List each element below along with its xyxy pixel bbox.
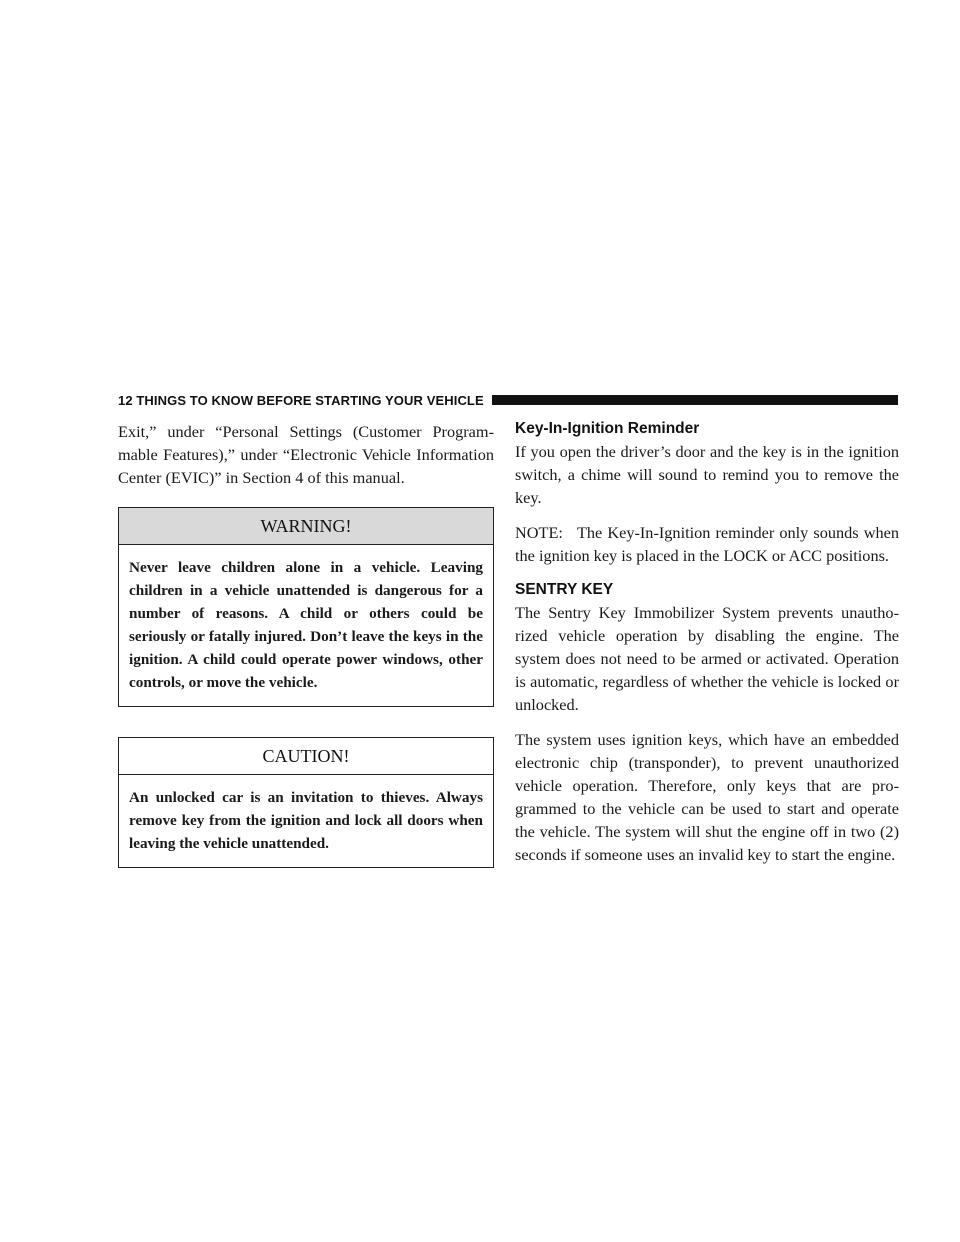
warning-box: [118, 507, 494, 707]
caution-body: An unlocked car is an invitation to thieves. Always remove key from the ignition and lock all doors when leaving the vehicle unattended.: [129, 789, 483, 852]
right-column: [515, 420, 899, 866]
note-label: NOTE:: [515, 523, 563, 542]
warning-body: Never leave children alone in a vehicle. Leaving children in a vehicle unattended is dangerous for a number of reasons. A child or others could be seriously or fatally injured. Don’t leave the keys in the ignition. A child could operate power windows, other controls, or move the vehicle.: [129, 559, 483, 691]
page-header-text: 12 THINGS TO KNOW BEFORE STARTING YOUR VEHICLE: [118, 392, 484, 408]
caution-title: CAUTION!: [119, 738, 493, 775]
caution-box: [118, 737, 494, 868]
sentry-key-paragraph-2: The system uses ignition keys, which have an embedded electronic chip (transponder), to prevent unauthorized vehicle operation. Therefore, only keys that are pro-grammed to the vehicle can be used to start and operate the vehicle. The system will shut the engine off in two (2) seconds if someone uses an invalid key to start the engine.: [515, 730, 899, 864]
sentry-key-heading: SENTRY KEY: [515, 581, 614, 598]
intro-paragraph: Exit,” under “Personal Settings (Customer Program-mable Features),” under “Electronic Vehicle Information Center (EVIC)” in Section 4 of this manual.: [118, 422, 494, 487]
warning-title: WARNING!: [119, 508, 493, 545]
key-in-ignition-heading: Key-In-Ignition Reminder: [515, 420, 700, 437]
header-rule-bar: [492, 395, 898, 405]
left-column: [118, 420, 494, 898]
key-in-ignition-paragraph: If you open the driver’s door and the key is in the ignition switch, a chime will sound to remind you to remove the key.: [515, 442, 899, 507]
sentry-key-paragraph-1: The Sentry Key Immobilizer System prevents unautho-rized vehicle operation by disabling the engine. The system does not need to be armed or activated. Operation is automatic, regardless of whether the vehicle is locked or unlocked.: [515, 603, 899, 714]
note-paragraph: [515, 521, 899, 567]
running-header: [118, 390, 898, 410]
note-text: The Key-In-Ignition reminder only sounds when the ignition key is placed in the LOCK or ACC positions.: [515, 523, 899, 565]
